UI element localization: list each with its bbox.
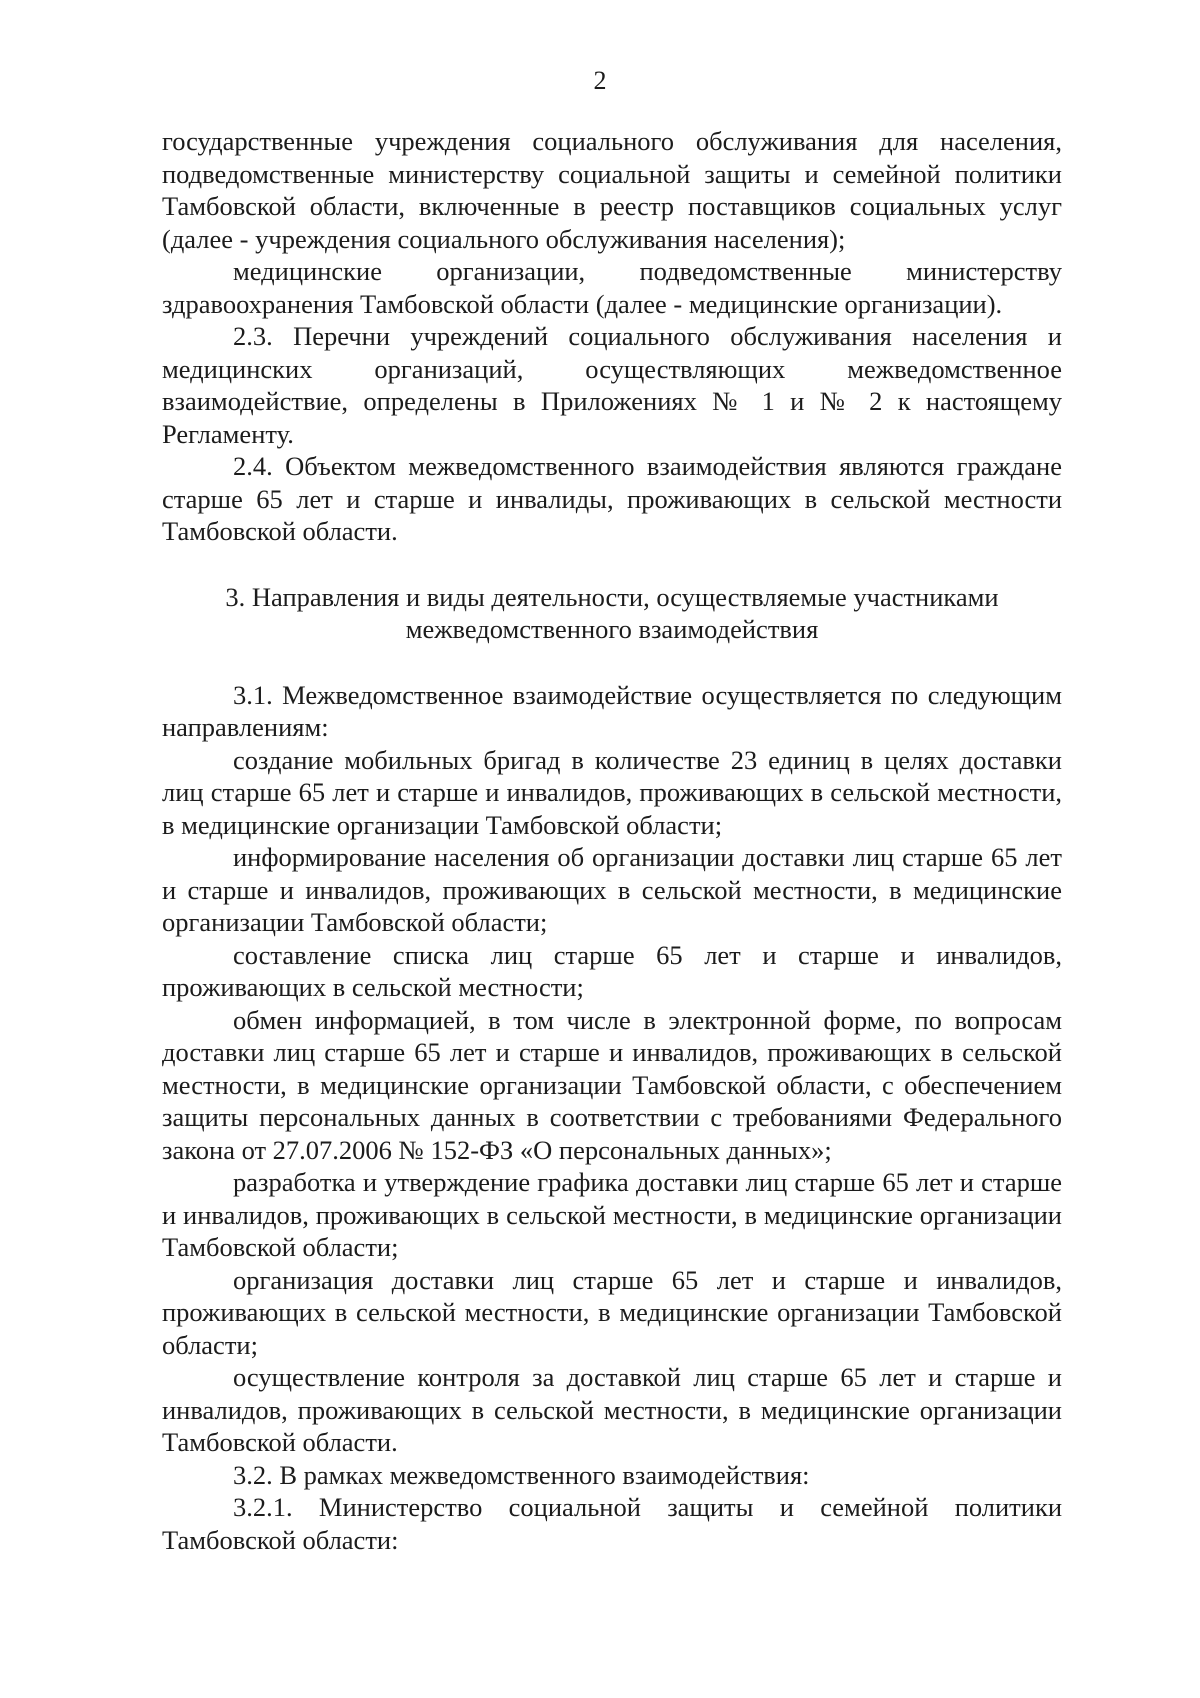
list-item-informing: информирование населения об организации доставки лиц старше 65 лет и старше и инвалидов, проживающих в сельской местности, в медицинские организации Тамбовской области; xyxy=(162,842,1062,937)
paragraph-medical-organizations: медицинские организации, подведомственные министерству здравоохранения Тамбовской области (далее - медицинские организации). xyxy=(162,256,1062,319)
page-number: 2 xyxy=(593,66,607,95)
list-item-mobile-teams: создание мобильных бригад в количестве 23 единиц в целях доставки лиц старше 65 лет и старше и инвалидов, проживающих в сельской местности, в медицинские организации Тамбовской области; xyxy=(162,744,1062,840)
list-item-compiling-list: составление списка лиц старше 65 лет и старше и инвалидов, проживающих в сельской местности; xyxy=(162,939,1062,1002)
section-3-heading-line-2: межведомственного взаимодействия xyxy=(405,614,819,644)
list-item-control: осуществление контроля за доставкой лиц старше 65 лет и старше и инвалидов, проживающих в сельской местности, в медицинские организации Тамбовской области. xyxy=(162,1362,1062,1457)
paragraph-2-3: 2.3. Перечни учреждений социального обслуживания населения и медицинских организаций, осуществляющих межведомственное взаимодействие, определены в Приложениях № 1 и № 2 к настоящему Регламенту. xyxy=(162,321,1062,449)
spacer xyxy=(162,646,1062,679)
list-item-information-exchange: обмен информацией, в том числе в электронной форме, по вопросам доставки лиц старше 65 лет и старше и инвалидов, проживающих в сельской местности, в медицинские организации Тамбовской области, с обеспечением защиты персональных данных в соответствии с требованиями Федерального закона от 27.07.2006 № 152-ФЗ «О персональных данных»; xyxy=(162,1004,1062,1165)
section-3-heading-line-1: 3. Направления и виды деятельности, осуществляемые участниками xyxy=(225,581,999,612)
paragraph-3-1: 3.1. Межведомственное взаимодействие осуществляется по следующим направлениям: xyxy=(162,679,1062,742)
spacer xyxy=(162,548,1062,581)
document-body xyxy=(162,125,1062,1556)
list-item-organization-delivery: организация доставки лиц старше 65 лет и старше и инвалидов, проживающих в сельской местности, в медицинские организации Тамбовской области; xyxy=(162,1264,1062,1360)
list-item-schedule: разработка и утверждение графика доставки лиц старше 65 лет и старше и инвалидов, проживающих в сельской местности, в медицинские организации Тамбовской области; xyxy=(162,1167,1062,1262)
paragraph-3-2-1: 3.2.1. Министерство социальной защиты и семейной политики Тамбовской области: xyxy=(162,1492,1062,1555)
paragraph-3-2: 3.2. В рамках межведомственного взаимодействия: xyxy=(233,1459,810,1490)
paragraph-social-institutions: государственные учреждения социального обслуживания для населения, подведомственные министерству социальной защиты и семейной политики Тамбовской области, включенные в реестр поставщиков социальных услуг (далее - учреждения социального обслуживания населения); xyxy=(162,126,1062,254)
paragraph-2-4: 2.4. Объектом межведомственного взаимодействия являются граждане старше 65 лет и старше и инвалиды, проживающих в сельской местности Тамбовской области. xyxy=(162,451,1062,546)
